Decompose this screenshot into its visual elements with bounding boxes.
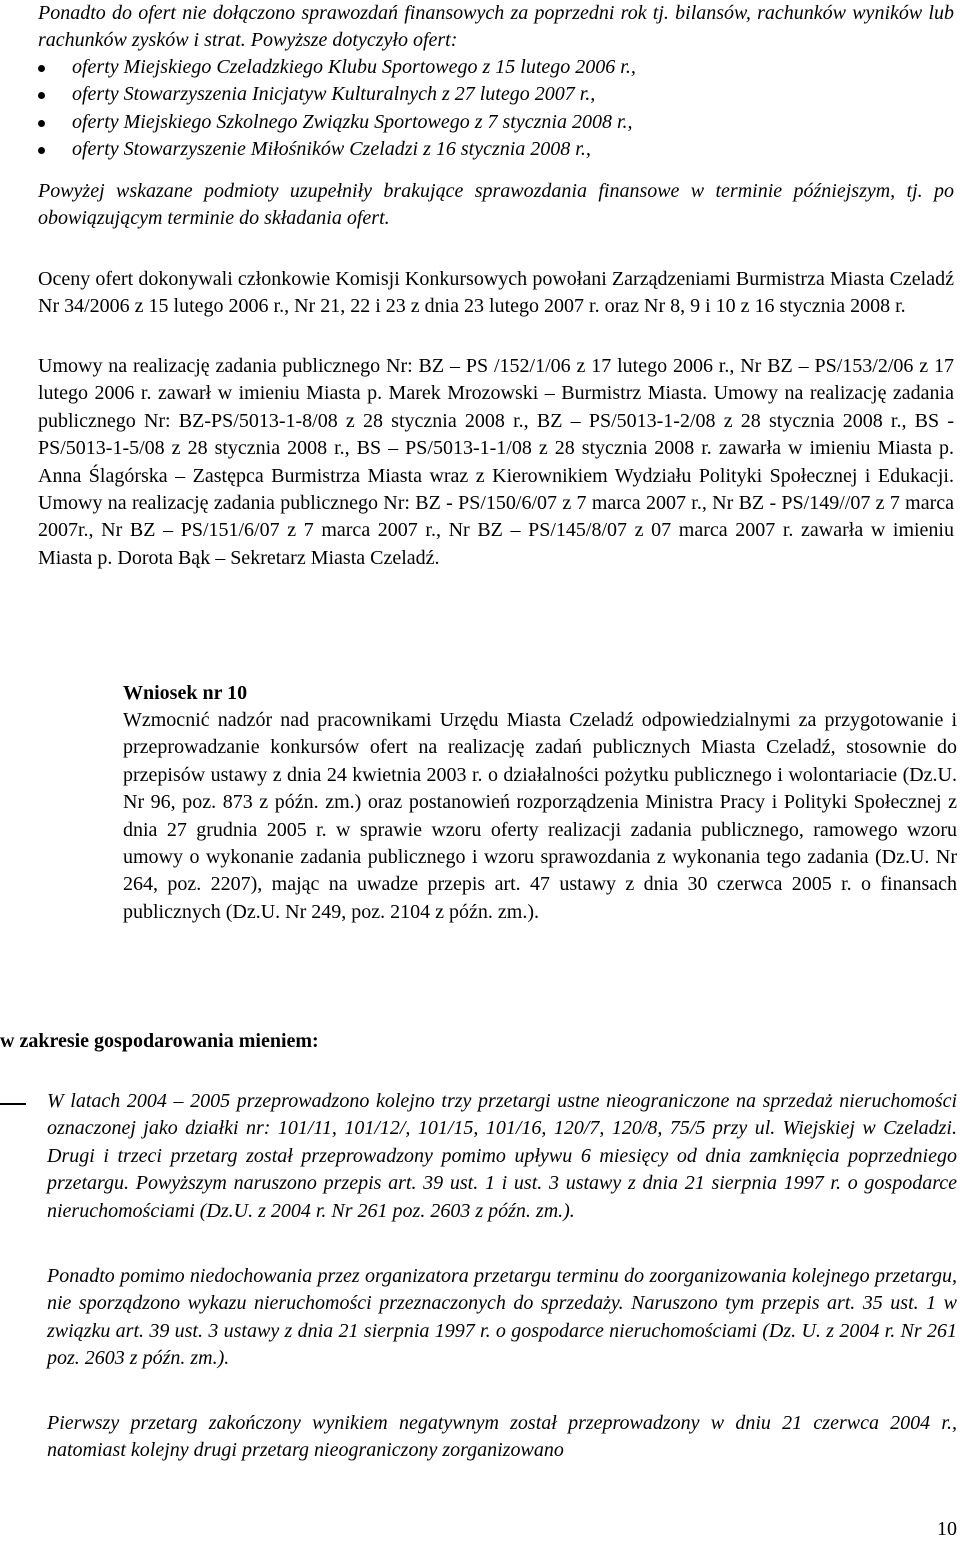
dash-bullet-icon <box>0 1103 26 1105</box>
recommendation-title: Wniosek nr 10 <box>123 682 248 704</box>
list-item-text: oferty Miejskiego Szkolnego Związku Sportowego z 7 stycznia 2008 r., <box>72 110 633 133</box>
section-heading: w zakresie gospodarowania mieniem: <box>0 1030 319 1052</box>
supplement-paragraph: Powyżej wskazane podmioty uzupełniły brakujące sprawozdania finansowe w terminie późniejszym, tj. po obowiązującym terminie do składania ofert. <box>38 180 954 230</box>
committee-paragraph: Oceny ofert dokonywali członkowie Komisji Konkursowych powołani Zarządzeniami Burmistrza Miasta Czeladź Nr 34/2006 z 15 lutego 2006 r., Nr 21, 22 i 23 z dnia 23 lutego 2007 r. oraz Nr 8, 9 i 10 z 16 stycznia 2008 r. <box>38 268 954 318</box>
property-paragraph-1: W latach 2004 – 2005 przeprowadzono kolejno trzy przetargi ustne nieograniczone na sprzedaż nieruchomości oznaczonej jako działki nr: 101/11, 101/12/, 101/15, 101/16, 120/7, 120/8, 75/5 przy ul. Wiejskiej w Czeladzi. Drugi i trzeci przetarg został przeprowadzony pomimo upływu 6 miesięcy od dnia zamknięcia poprzedniego przetargu. Powyższym naruszono przepis art. 39 ust. 1 i ust. 3 ustawy z dnia 21 sierpnia 1997 r. o gospodarce nieruchomościami (Dz.U. z 2004 r. Nr 261 poz. 2603 z późn. zm.). <box>47 1090 957 1222</box>
list-item <box>38 54 954 81</box>
bullet-icon <box>38 65 45 72</box>
list-item <box>38 109 954 136</box>
page-number: 10 <box>937 1518 957 1540</box>
bullet-icon <box>38 120 45 127</box>
contracts-paragraph: Umowy na realizację zadania publicznego Nr: BZ – PS /152/1/06 z 17 lutego 2006 r., Nr BZ – PS/153/2/06 z 17 lutego 2006 r. zawarł w imieniu Miasta p. Marek Mrozowski – Burmistrz Miasta. Umowy na realizację zadania publicznego Nr: BZ-PS/5013-1-8/08 z 28 stycznia 2008 r., BZ – PS/5013-1-2/08 z 28 stycznia 2008 r., BS - PS/5013-1-5/08 z 28 stycznia 2008 r., BS – PS/5013-1-1/08 z 28 stycznia 2008 r. zawarła w imieniu Miasta p. Anna Ślagórska – Zastępca Burmistrza Miasta wraz z Kierownikiem Wydziału Polityki Społecznej i Edukacji. Umowy na realizację zadania publicznego Nr: BZ - PS/150/6/07 z 7 marca 2007 r., Nr BZ - PS/149//07 z 7 marca 2007r., Nr BZ – PS/151/6/07 z 7 marca 2007 r., Nr BZ – PS/145/8/07 z 07 marca 2007 r. zawarła w imieniu Miasta p. Dorota Bąk – Sekretarz Miasta Czeladź. <box>38 355 954 569</box>
list-item <box>38 136 954 163</box>
property-paragraph-2: Ponadto pomimo niedochowania przez organizatora przetargu terminu do zoorganizowania kolejnego przetargu, nie sporządzono wykazu nieruchomości przeznaczonych do sprzedaży. Naruszono tym przepis art. 35 ust. 1 w związku art. 39 ust. 3 ustawy z dnia 21 sierpnia 1997 r. o gospodarce nieruchomościami (Dz. U. z 2004 r. Nr 261 poz. 2603 z późn. zm.). <box>47 1265 957 1370</box>
list-item-text: oferty Stowarzyszenia Inicjatyw Kulturalnych z 27 lutego 2007 r., <box>72 83 596 106</box>
intro-paragraph: Ponadto do ofert nie dołączono sprawozdań finansowych za poprzedni rok tj. bilansów, rachunków wyników lub rachunków zysków i strat. Powyższe dotyczyło ofert: <box>38 2 954 52</box>
bullet-icon <box>38 147 45 154</box>
list-item-text: oferty Stowarzyszenie Miłośników Czeladzi z 16 stycznia 2008 r., <box>72 138 591 161</box>
recommendation-body: Wzmocnić nadzór nad pracownikami Urzędu Miasta Czeladź odpowiedzialnymi za przygotowanie i przeprowadzanie konkursów ofert na realizację zadań publicznych Miasta Czeladź, stosownie do przepisów ustawy z dnia 24 kwietnia 2003 r. o działalności pożytku publicznego i wolontariacie (Dz.U. Nr 96, poz. 873 z późn. zm.) oraz postanowień rozporządzenia Ministra Pracy i Polityki Społecznej z dnia 27 grudnia 2005 r. w sprawie wzoru oferty realizacji zadania publicznego, ramowego wzoru umowy o wykonanie zadania publicznego i wzoru sprawozdania z wykonania tego zadania (Dz.U. Nr 264, poz. 2207), mając na uwadze przepis art. 47 ustawy z dnia 30 czerwca 2005 r. o finansach publicznych (Dz.U. Nr 249, poz. 2104 z późn. zm.). <box>123 709 957 923</box>
list-item <box>38 81 954 108</box>
bullet-icon <box>38 92 45 99</box>
offers-list <box>38 54 954 164</box>
list-item-text: oferty Miejskiego Czeladzkiego Klubu Sportowego z 15 lutego 2006 r., <box>72 56 636 78</box>
property-paragraph-3: Pierwszy przetarg zakończony wynikiem negatywnym został przeprowadzony w dniu 21 czerwca 2004 r., natomiast kolejny drugi przetarg nieograniczony zorganizowano <box>47 1412 957 1462</box>
